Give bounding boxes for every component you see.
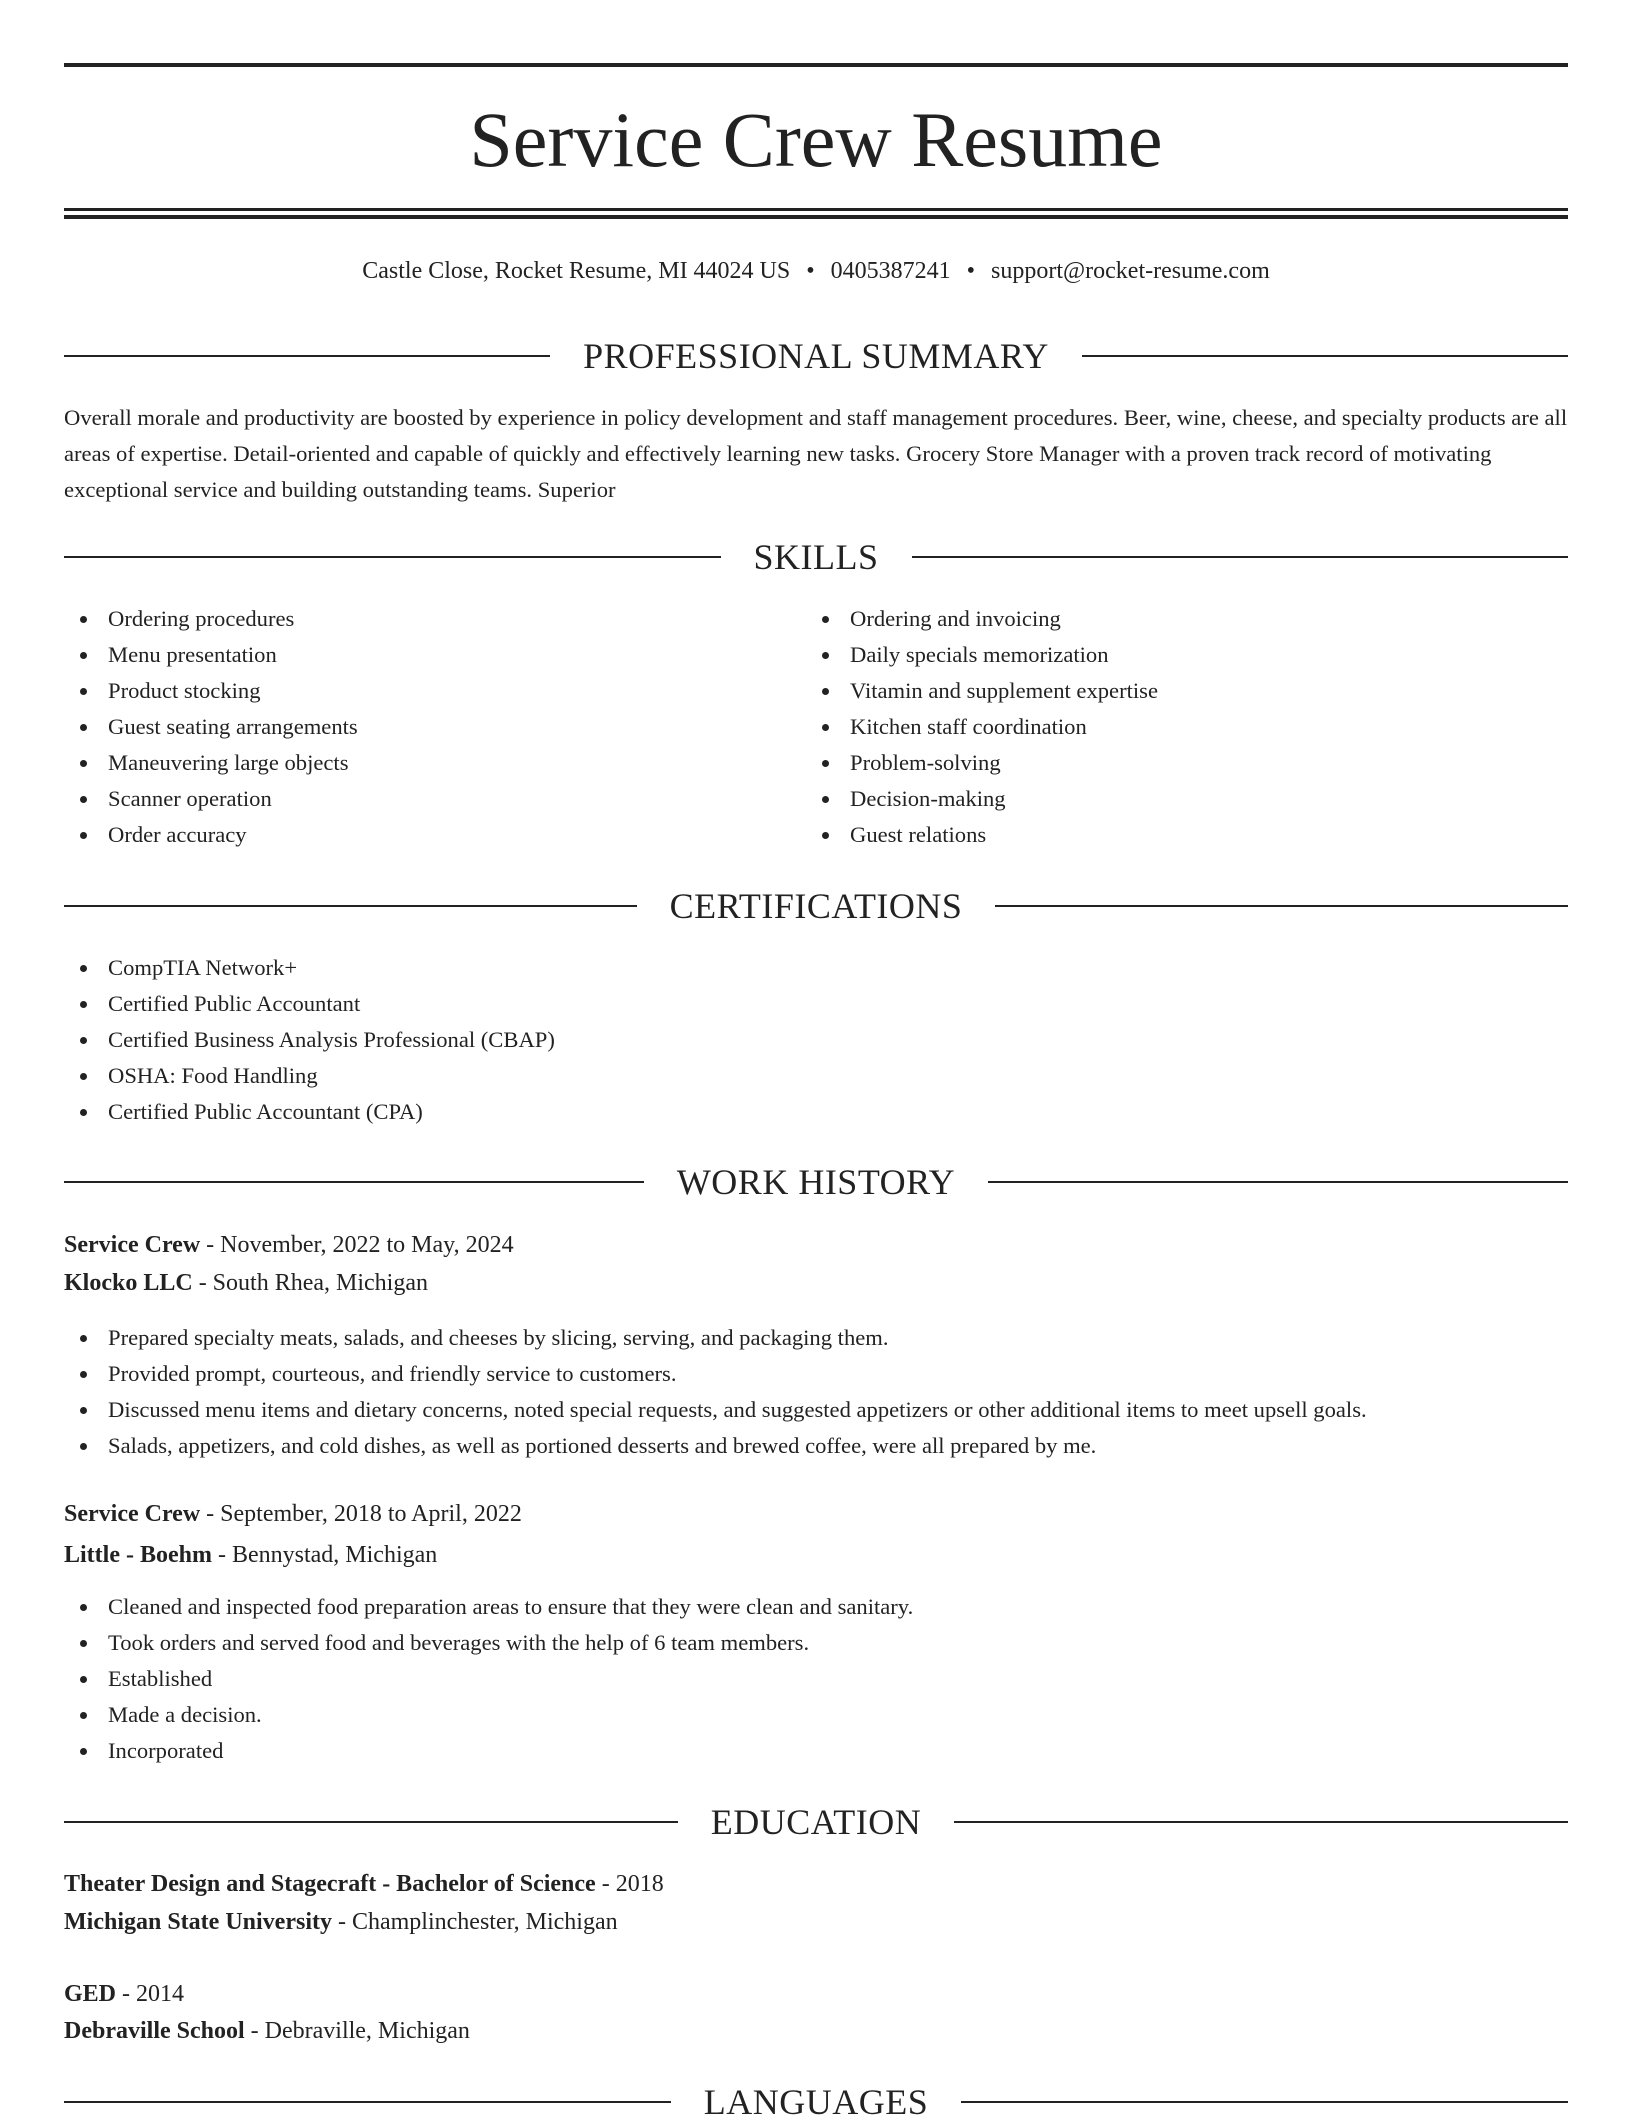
job-location: - South Rhea, Michigan	[192, 1270, 428, 1296]
heading-rule	[64, 1821, 678, 1823]
certification-item: OSHA: Food Handling	[64, 1058, 555, 1094]
education-degree: Theater Design and Stagecraft - Bachelor of Science	[64, 1871, 596, 1897]
section-title: WORK HISTORY	[676, 1162, 956, 1202]
top-rule	[64, 63, 1568, 67]
section-heading-work-history	[64, 1160, 1568, 1204]
contact-email: support@rocket-resume.com	[991, 258, 1270, 284]
job-duty-item: Made a decision.	[64, 1697, 913, 1733]
job-duty-item: Cleaned and inspected food preparation areas to ensure that they were clean and sanitary.	[64, 1589, 913, 1625]
summary-text: Overall morale and productivity are boosted by experience in policy development and staff management procedures. Beer, wine, cheese, and specialty products are all areas of expertise. Detail-oriented and capable of quickly and effectively learning new tasks. Grocery Store Manager with a proven track record of motivating exceptional service and building outstanding teams. Superior	[64, 405, 1568, 502]
section-heading-summary	[64, 334, 1568, 378]
job-dates: - September, 2018 to April, 2022	[200, 1501, 522, 1527]
section-title: LANGUAGES	[703, 2082, 929, 2122]
contact-separator: •	[806, 258, 815, 284]
certifications-list	[64, 950, 555, 1130]
job-duty-item: Salads, appetizers, and cold dishes, as well as portioned desserts and brewed coffee, were all prepared by me.	[64, 1428, 1367, 1464]
section-title: PROFESSIONAL SUMMARY	[583, 336, 1049, 376]
education-degree: GED	[64, 1981, 117, 2007]
education-year: - 2018	[595, 1871, 664, 1897]
job-company-line	[64, 1265, 428, 1301]
heading-rule	[64, 556, 721, 558]
skill-item: Guest seating arrangements	[64, 709, 358, 745]
contact-separator: •	[966, 258, 976, 284]
job-title-line	[64, 1227, 514, 1263]
heading-rule	[961, 2101, 1568, 2103]
section-title: EDUCATION	[710, 1802, 922, 1842]
section-heading-education	[64, 1800, 1568, 1844]
education-year: - 2014	[116, 1981, 185, 2007]
title-rule-upper	[64, 208, 1568, 211]
job-duty-item: Established	[64, 1661, 913, 1697]
section-heading-certifications	[64, 884, 1568, 928]
education-degree-line	[64, 1866, 664, 1902]
skill-item: Order accuracy	[64, 817, 358, 853]
job-company-line	[64, 1537, 437, 1573]
job-title-line	[64, 1496, 522, 1532]
skill-item: Kitchen staff coordination	[806, 709, 1158, 745]
skill-item: Decision-making	[806, 781, 1158, 817]
title-rule-lower	[64, 215, 1568, 219]
skill-item: Problem-solving	[806, 745, 1158, 781]
heading-rule	[1082, 355, 1568, 357]
skill-item: Ordering and invoicing	[806, 601, 1158, 637]
heading-rule	[912, 556, 1569, 558]
section-heading-skills	[64, 535, 1568, 579]
contact-address: Castle Close, Rocket Resume, MI 44024 US	[362, 258, 791, 284]
skills-list-left	[64, 601, 358, 853]
skill-item: Daily specials memorization	[806, 637, 1158, 673]
heading-rule	[64, 355, 550, 357]
job-title: Service Crew	[64, 1501, 201, 1527]
job-dates: - November, 2022 to May, 2024	[200, 1232, 514, 1258]
contact-phone: 0405387241	[830, 258, 951, 284]
resume-title: Service Crew Resume	[469, 96, 1163, 183]
contact-line	[64, 254, 1568, 288]
skill-item: Guest relations	[806, 817, 1158, 853]
certification-item: Certified Public Accountant	[64, 986, 555, 1022]
skill-item: Ordering procedures	[64, 601, 358, 637]
certification-item: Certified Public Accountant (CPA)	[64, 1094, 555, 1130]
job-duty-item: Discussed menu items and dietary concerns, noted special requests, and suggested appetizers or other additional items to meet upsell goals.	[64, 1392, 1367, 1428]
heading-rule	[954, 1821, 1568, 1823]
job-company: Klocko LLC	[64, 1270, 193, 1296]
job-company: Little - Boehm	[64, 1542, 212, 1568]
job-duty-item: Incorporated	[64, 1733, 913, 1769]
skill-item: Scanner operation	[64, 781, 358, 817]
job-title: Service Crew	[64, 1232, 201, 1258]
heading-rule	[64, 2101, 671, 2103]
education-location: - Debraville, Michigan	[244, 2018, 470, 2044]
heading-rule	[995, 905, 1568, 907]
job-location: - Bennystad, Michigan	[211, 1542, 438, 1568]
education-school: Debraville School	[64, 2018, 245, 2044]
section-title: SKILLS	[753, 537, 879, 577]
heading-rule	[988, 1181, 1568, 1183]
job-duties-list	[64, 1589, 913, 1769]
job-duty-item: Provided prompt, courteous, and friendly service to customers.	[64, 1356, 1367, 1392]
skill-item: Menu presentation	[64, 637, 358, 673]
job-duty-item: Prepared specialty meats, salads, and cheeses by slicing, serving, and packaging them.	[64, 1320, 1367, 1356]
education-school-line	[64, 1904, 618, 1940]
skill-item: Maneuvering large objects	[64, 745, 358, 781]
heading-rule	[64, 1181, 644, 1183]
education-location: - Champlinchester, Michigan	[331, 1909, 618, 1935]
job-duties-list	[64, 1320, 1367, 1464]
education-degree-line	[64, 1976, 184, 2012]
skill-item: Product stocking	[64, 673, 358, 709]
certification-item: CompTIA Network+	[64, 950, 555, 986]
certification-item: Certified Business Analysis Professional (CBAP)	[64, 1022, 555, 1058]
education-school-line	[64, 2013, 470, 2049]
section-title: CERTIFICATIONS	[669, 886, 963, 926]
education-school: Michigan State University	[64, 1909, 332, 1935]
heading-rule	[64, 905, 637, 907]
section-heading-languages	[64, 2080, 1568, 2124]
skills-list-right	[806, 601, 1158, 853]
job-duty-item: Took orders and served food and beverages with the help of 6 team members.	[64, 1625, 913, 1661]
skill-item: Vitamin and supplement expertise	[806, 673, 1158, 709]
